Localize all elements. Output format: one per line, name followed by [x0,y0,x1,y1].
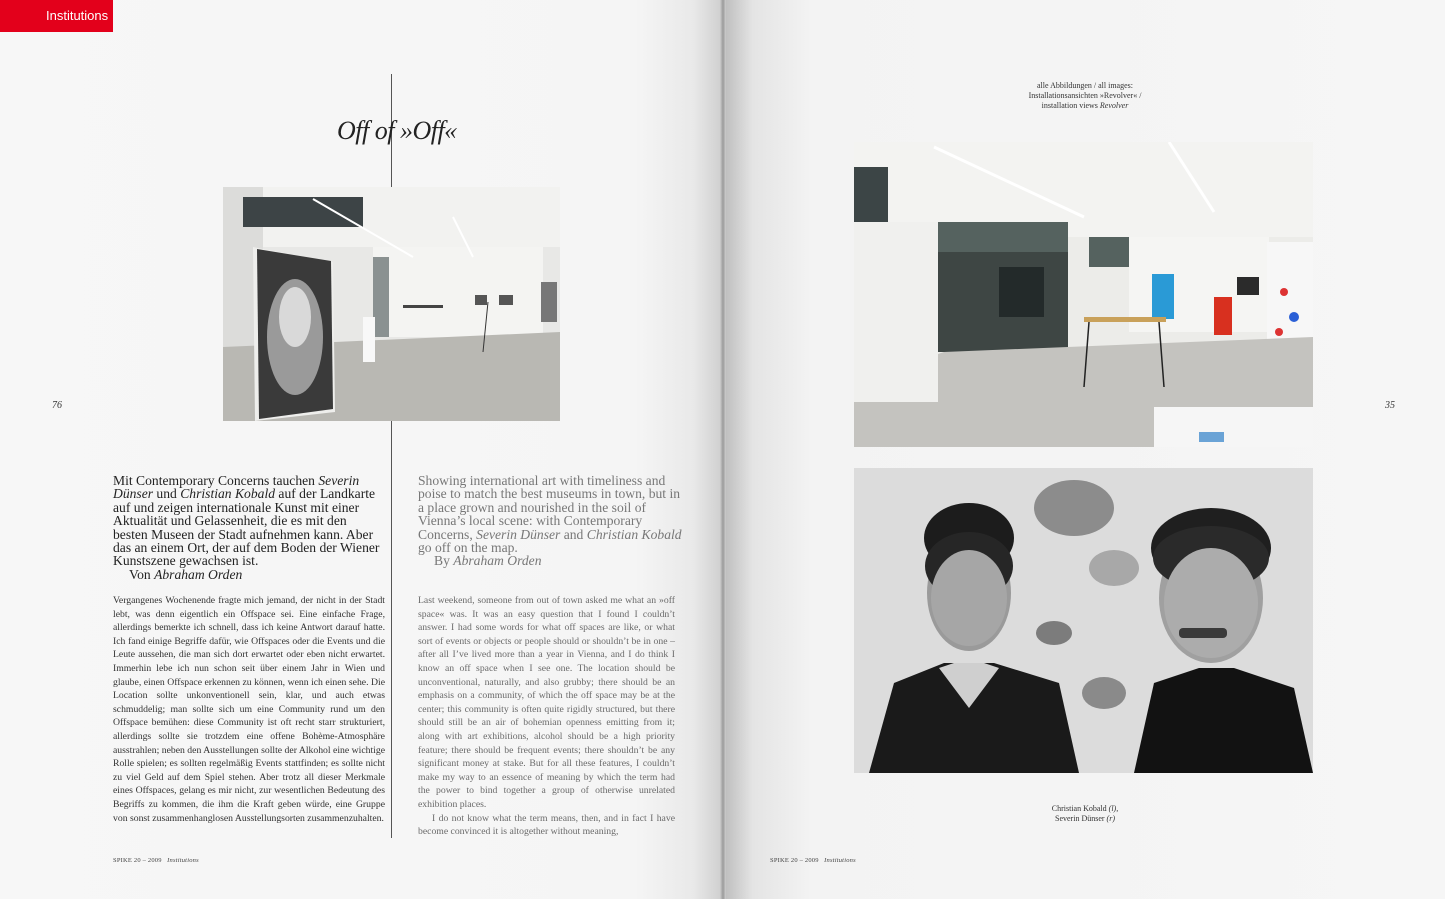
gallery-photo-installation [854,142,1313,447]
page-number-left: 76 [52,400,62,411]
footer-left: SPIKE 20 – 2009 Institutions [113,857,199,864]
gallery-photo-painting [223,187,560,421]
section-tag: Institutions [0,0,113,32]
portrait-photo [854,468,1313,773]
body-text-german: Vergangenes Wochenende fragte mich jemand, der nicht in der Stadt lebt, was denn eigentlich ein Offspace sei. Eine einfache Frage, allerdings bemerkte ich schnell, dass ich keine Antwort darauf hatte. Ich fand einige Begriffe dafür, wie Offspaces oder die Events und die Leute aussehen, die man sich dort erwartet oder eben nicht erwartet. Immerhin lebe ich nun schon seit über einem Jahr in Wien und glaube, einen Offspace erkennen zu können, wenn ich einen sehe. Die Location sollte unkonventionell sein, klar, und auch etwas schmuddelig; man sollte sich um eine Community rund um den Offspace bemühen: diese Community ist oft recht starr strukturiert, allerdings sollte sie trotzdem eine offene Bohème-Atmosphäre ausstrahlen; neben den Ausstellungen sollte der Alkohol eine wichtige Rolle spielen; es sollten regelmäßig Events stattfinden; es sollte nicht zu viel Geld auf dem Spiel stehen. Aber trotz all dieser Merkmale eines Offspaces, gelang es mir nicht, zur wesentlichen Bedeutung des Begriffs zu kommen, die ihm die Kraft geben würde, eine Gruppe von sonst zusammenhanglosen Ausstellungsorten zusammenzuhalten. [113,595,385,824]
body-text-english: Last weekend, someone from out of town asked me what an »off space« was. It was an easy question that I found I couldn’t answer. I had some words for what off spaces are like, or what sort of events or objects or people should or shouldn’t be in one – after all I’ve lived more than a year in Vienna, and I do think I know an off space when I see one. The location should be unconventional, naturally, and also grubby; there should be an emphasis on a community, of which the off space may be at the center; this community is often quite rigidly structured, but there should still be an air of bohemian openness emitting from it; along with art exhibitions, alcohol should be a high priority feature; there should be frequent events; there shouldn’t be any significant money at stake. But for all these features, I couldn’t make my way to an essence of meaning by which the term had the power to bind together a group of otherwise unrelated exhibition places. I do not know what the term means, then, and in fact I have become convinced it is altogether without meaning, [418,595,675,838]
footer-right: SPIKE 20 – 2009 Institutions [770,857,856,864]
image-credit-caption: alle Abbildungen / all images: Installationsansichten »Revolver« / installation views Revolver [1028,81,1142,111]
page-number-right: 35 [1385,400,1395,411]
article-title: Off of »Off« [337,116,457,145]
deck-english: Showing international art with timeliness and poise to match the best museums in town, but in a place grown and nourished in the soil of Vienna’s local scene: with Contemporary Concerns, Severin Dünser and Christian Kobald go off on the map. By Abraham Orden [418,473,682,569]
portrait-caption: Christian Kobald (l), Severin Dünser (r) [1051,804,1119,824]
deck-german: Mit Contemporary Concerns tauchen Severin Dünser und Christian Kobald auf der Landkarte auf und zeigen internationale Kunst mit einer Aktualität und Gelassenheit, die es mit den besten Museen der Stadt aufnehmen kann. Aber das an einem Ort, der auf dem Boden der Wiener Kunstszene gewachsen ist. Von Abraham Orden [113,473,380,582]
spine-gutter [720,0,726,899]
